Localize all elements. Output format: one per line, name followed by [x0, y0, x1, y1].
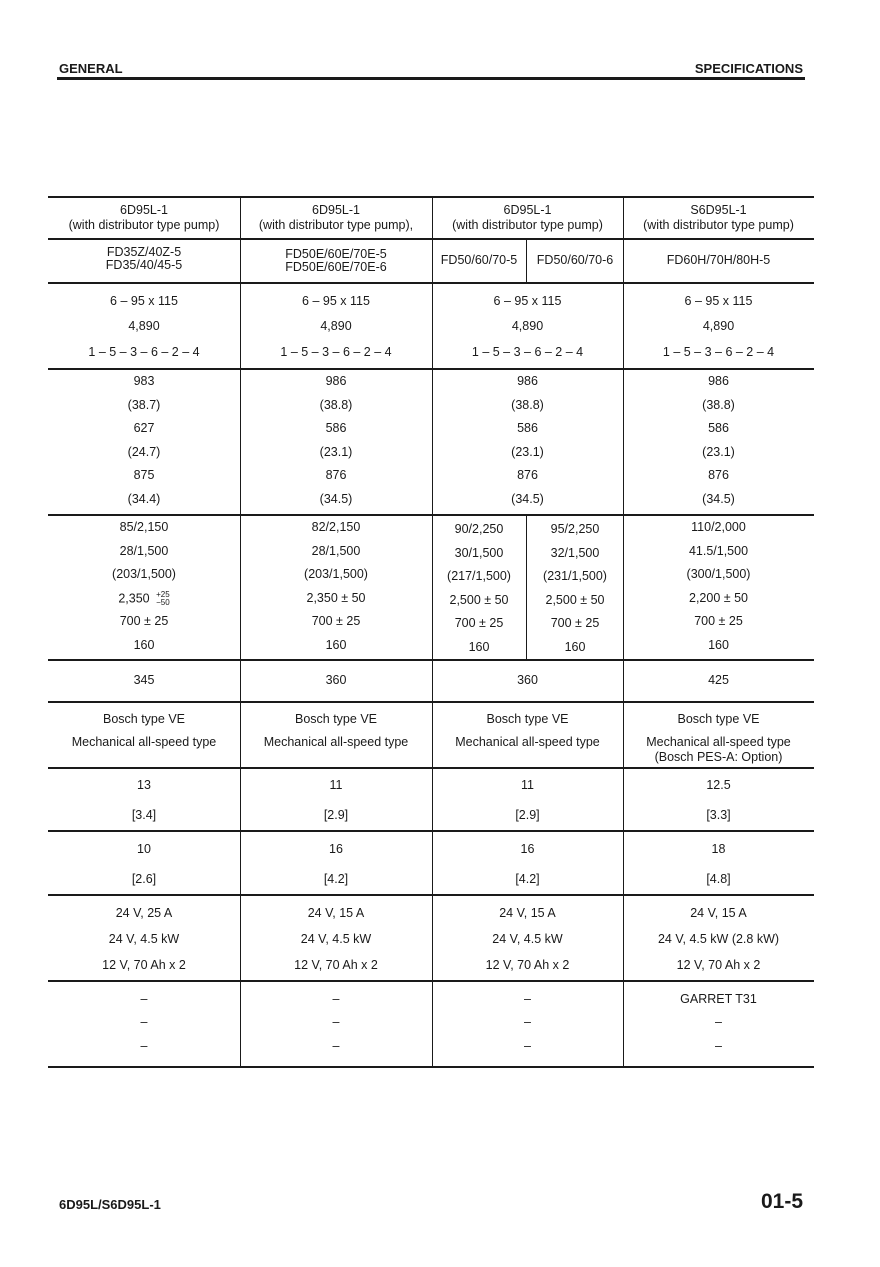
performance-col3b — [527, 522, 623, 658]
machine-model: FD35Z/40Z-5 — [106, 245, 182, 259]
oil-capacity-col2 — [240, 778, 432, 826]
row-divider — [48, 894, 814, 896]
engine-model: 6D95L-1 — [503, 203, 552, 217]
coolant-capacity-col3 — [432, 842, 623, 890]
dimension-value: (24.7) — [127, 444, 161, 459]
turbo-model: – — [524, 992, 531, 1006]
electrical-col3 — [432, 906, 623, 976]
starting-motor: 24 V, 4.5 kW — [300, 932, 372, 946]
performance-value: 700 ± 25 — [311, 614, 361, 629]
fuel-pump-type: Bosch type VE — [486, 712, 569, 726]
performance-value: 41.5/1,500 — [688, 543, 749, 558]
performance-value: 110/2,000 — [691, 520, 746, 534]
engine-note: (with distributor type pump) — [643, 218, 794, 232]
oil-capacity-liters: 11 — [521, 778, 534, 792]
dimensions-col3 — [432, 374, 623, 509]
coolant-capacity-col4 — [623, 842, 814, 890]
dry-weight: 360 — [325, 673, 347, 687]
coolant-capacity-liters: 18 — [711, 842, 726, 856]
dimension-value: (23.1) — [702, 444, 735, 459]
header-rule — [57, 77, 805, 80]
header-section-title: GENERAL — [59, 61, 123, 76]
basic-data-col1 — [48, 294, 240, 364]
dimension-value: (38.7) — [127, 397, 161, 412]
firing-order: 1 – 5 – 3 – 6 – 2 – 4 — [88, 345, 200, 359]
dimension-value: 627 — [133, 421, 155, 436]
fuel-system-col2 — [240, 712, 432, 762]
dimension-value: (38.8) — [511, 397, 544, 412]
oil-capacity-liters: 13 — [137, 778, 151, 792]
performance-value: 700 ± 25 — [119, 614, 169, 629]
performance-col2 — [240, 520, 432, 656]
machine-model: FD60H/70H/80H-5 — [666, 253, 771, 267]
engine-note: (with distributor type pump) — [68, 218, 220, 232]
performance-value: 90/2,250 — [454, 522, 504, 536]
battery: 12 V, 70 Ah x 2 — [676, 958, 761, 972]
alternator: 24 V, 25 A — [115, 906, 173, 920]
dry-weight: 425 — [708, 673, 729, 687]
oil-capacity-gallons: [3.4] — [131, 808, 157, 822]
fuel-pump-type: Bosch type VE — [103, 712, 185, 726]
dimension-value: 986 — [325, 374, 347, 388]
row-divider — [48, 767, 814, 769]
row-divider — [48, 238, 814, 240]
engine-note: (with distributor type pump) — [452, 218, 603, 232]
dimension-value: 875 — [133, 468, 155, 483]
machine-model: FD50E/60E/70E-5 — [285, 247, 387, 261]
turbocharger-col3 — [432, 992, 623, 1062]
performance-value: (217/1,500) — [447, 569, 511, 584]
performance-value: (231/1,500) — [543, 569, 607, 584]
electrical-col4 — [623, 906, 814, 976]
governor-type: Mechanical all-speed type — [71, 735, 217, 749]
battery: 12 V, 70 Ah x 2 — [102, 958, 186, 972]
oil-capacity-liters: 12.5 — [706, 778, 731, 792]
performance-value: 82/2,150 — [311, 520, 361, 534]
performance-value: (300/1,500) — [686, 567, 751, 582]
cylinders-bore-stroke: 6 – 95 x 115 — [493, 294, 562, 308]
turbocharger-col1 — [48, 992, 240, 1062]
turbo-value: – — [140, 1039, 148, 1053]
starting-motor: 24 V, 4.5 kW — [492, 932, 563, 946]
displacement: 4,890 — [128, 319, 160, 333]
coolant-capacity-liters: 16 — [520, 842, 535, 856]
performance-value: 160 — [468, 640, 490, 654]
starting-motor: 24 V, 4.5 kW — [108, 932, 180, 946]
performance-value: 30/1,500 — [454, 545, 504, 560]
dimensions-col1 — [48, 374, 240, 509]
turbo-value: – — [524, 1015, 531, 1029]
dry-weight: 345 — [133, 673, 155, 687]
dimension-value: (34.4) — [127, 492, 161, 506]
performance-value: 700 ± 25 — [550, 616, 600, 631]
performance-col1 — [48, 520, 240, 656]
coolant-capacity-gallons: [4.8] — [706, 872, 731, 886]
performance-value: 2,500 ± 50 — [449, 592, 509, 607]
engine-model: 6D95L-1 — [312, 203, 360, 217]
basic-data-col3 — [432, 294, 623, 364]
row-divider — [48, 196, 814, 198]
cylinders-bore-stroke: 6 – 95 x 115 — [302, 294, 370, 308]
engine-model: 6D95L-1 — [120, 203, 168, 217]
performance-value: 32/1,500 — [550, 545, 600, 560]
tolerance-lower: −50 — [156, 597, 170, 607]
row-divider — [48, 514, 814, 516]
governor-type: Mechanical all-speed type — [646, 735, 791, 749]
machine-models-col2 — [240, 248, 432, 274]
firing-order: 1 – 5 – 3 – 6 – 2 – 4 — [280, 345, 392, 359]
performance-value: 28/1,500 — [119, 543, 169, 558]
coolant-capacity-gallons: [4.2] — [515, 872, 540, 886]
dimension-value: 876 — [325, 468, 347, 483]
alternator: 24 V, 15 A — [499, 906, 556, 920]
turbo-value: – — [332, 1039, 340, 1053]
tolerance — [156, 591, 170, 607]
alternator: 24 V, 15 A — [307, 906, 365, 920]
dimensions-col4 — [623, 374, 814, 509]
dimension-value: 586 — [517, 421, 538, 436]
row-divider — [48, 282, 814, 284]
turbo-value: – — [332, 1015, 340, 1029]
oil-capacity-gallons: [2.9] — [323, 808, 349, 822]
machine-model: FD35/40/45-5 — [105, 258, 183, 272]
performance-col4 — [623, 520, 814, 656]
performance-value: 2,500 ± 50 — [545, 592, 605, 607]
engine-header-col4 — [623, 203, 814, 232]
row-divider — [48, 701, 814, 703]
oil-capacity-col4 — [623, 778, 814, 826]
dimension-value: 983 — [133, 374, 155, 388]
electrical-col2 — [240, 906, 432, 976]
fuel-system-col1 — [48, 712, 240, 762]
coolant-capacity-gallons: [4.2] — [323, 872, 349, 886]
displacement: 4,890 — [511, 319, 544, 333]
dry-weight: 360 — [517, 673, 538, 687]
turbocharger-col2 — [240, 992, 432, 1062]
dimension-value: 586 — [708, 421, 729, 436]
specifications-table — [48, 196, 814, 1068]
turbo-model: – — [140, 992, 148, 1006]
displacement: 4,890 — [320, 319, 352, 333]
performance-value: 160 — [133, 638, 155, 652]
basic-data-col4 — [623, 294, 814, 364]
high-idle-speed — [48, 591, 240, 607]
performance-value: 2,200 ± 50 — [689, 590, 748, 605]
fuel-pump-type: Bosch type VE — [677, 712, 760, 726]
performance-value: 160 — [708, 638, 729, 652]
fuel-system-col4 — [623, 712, 814, 766]
turbo-value: – — [715, 1015, 722, 1029]
firing-order: 1 – 5 – 3 – 6 – 2 – 4 — [471, 345, 584, 359]
coolant-capacity-col1 — [48, 842, 240, 890]
coolant-capacity-liters: 10 — [137, 842, 151, 856]
header-document-title: SPECIFICATIONS — [694, 61, 803, 76]
dimension-value: 986 — [517, 374, 538, 388]
oil-capacity-col3 — [432, 778, 623, 826]
performance-value: 160 — [325, 638, 347, 652]
battery: 12 V, 70 Ah x 2 — [485, 958, 570, 972]
performance-value: (203/1,500) — [304, 567, 368, 582]
performance-value: 28/1,500 — [311, 543, 361, 558]
engine-header-col1 — [48, 203, 240, 232]
dimension-value: 586 — [325, 421, 347, 436]
turbo-value: – — [524, 1039, 531, 1053]
performance-value: 700 ± 25 — [694, 614, 743, 629]
oil-capacity-gallons: [2.9] — [515, 808, 540, 822]
dimension-value: (34.5) — [319, 492, 353, 506]
machine-models-col1 — [48, 246, 240, 272]
fuel-pump-option: (Bosch PES-A: Option) — [654, 750, 783, 764]
coolant-capacity-col2 — [240, 842, 432, 890]
coolant-capacity-gallons: [2.6] — [131, 872, 157, 886]
dimension-value: (23.1) — [511, 444, 544, 459]
basic-data-col2 — [240, 294, 432, 364]
displacement: 4,890 — [702, 319, 735, 333]
dimensions-col2 — [240, 374, 432, 509]
dimension-value: (34.5) — [702, 492, 735, 506]
performance-col3a — [432, 522, 526, 658]
performance-value: 700 ± 25 — [454, 616, 504, 631]
oil-capacity-col1 — [48, 778, 240, 826]
row-divider — [48, 659, 814, 661]
performance-value: (203/1,500) — [112, 567, 176, 582]
battery: 12 V, 70 Ah x 2 — [294, 958, 378, 972]
cylinders-bore-stroke: 6 – 95 x 115 — [110, 294, 178, 308]
engine-header-col2 — [240, 203, 432, 232]
dimension-value: (23.1) — [319, 444, 353, 459]
machine-model: FD50/60/70-6 — [536, 253, 614, 267]
turbo-model: – — [332, 992, 340, 1006]
firing-order: 1 – 5 – 3 – 6 – 2 – 4 — [662, 345, 775, 359]
dimension-value: (34.5) — [511, 492, 544, 506]
turbocharger-col4 — [623, 992, 814, 1062]
dimension-value: 876 — [517, 468, 538, 483]
performance-value: 160 — [564, 640, 586, 654]
oil-capacity-liters: 11 — [329, 778, 343, 792]
performance-value: 2,350 ± 50 — [306, 590, 366, 605]
electrical-col1 — [48, 906, 240, 976]
machine-model: FD50/60/70-5 — [440, 253, 518, 267]
row-divider — [48, 1066, 814, 1068]
alternator: 24 V, 15 A — [690, 906, 747, 920]
governor-type: Mechanical all-speed type — [263, 735, 409, 749]
turbo-value: – — [715, 1039, 722, 1053]
coolant-capacity-liters: 16 — [329, 842, 343, 856]
turbo-model: GARRET T31 — [680, 992, 757, 1006]
cylinders-bore-stroke: 6 – 95 x 115 — [684, 294, 753, 308]
starting-motor: 24 V, 4.5 kW (2.8 kW) — [657, 932, 780, 946]
fuel-pump-type: Bosch type VE — [295, 712, 377, 726]
machine-model: FD50E/60E/70E-6 — [285, 260, 387, 274]
tolerance-upper: +25 — [156, 589, 170, 599]
dimension-value: 986 — [708, 374, 729, 388]
row-divider — [48, 368, 814, 370]
turbo-value: – — [140, 1015, 148, 1029]
row-divider — [48, 830, 814, 832]
performance-value: 95/2,250 — [550, 522, 600, 536]
dimension-value: (38.8) — [319, 397, 353, 412]
engine-model: S6D95L-1 — [690, 203, 747, 217]
engine-header-col3 — [432, 203, 623, 232]
page-number: 01-5 — [760, 1190, 803, 1213]
performance-value: 85/2,150 — [119, 520, 169, 534]
governor-type: Mechanical all-speed type — [455, 735, 600, 749]
dimension-value: (38.8) — [702, 397, 735, 412]
fuel-system-col3 — [432, 712, 623, 762]
footer-model-code: 6D95L/S6D95L-1 — [59, 1197, 161, 1212]
engine-note: (with distributor type pump), — [258, 218, 414, 232]
dimension-value: 876 — [708, 468, 729, 483]
row-divider — [48, 980, 814, 982]
oil-capacity-gallons: [3.3] — [706, 808, 731, 822]
performance-value: 2,350 — [118, 591, 150, 606]
